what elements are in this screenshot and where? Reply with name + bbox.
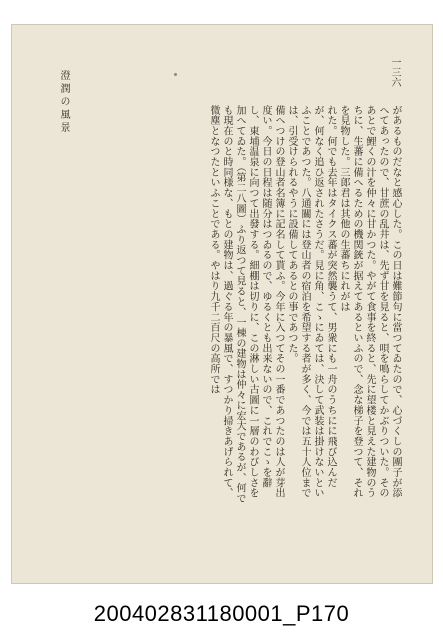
- vertical-body-text: [82, 105, 402, 505]
- book-page-scan: [11, 24, 433, 584]
- page-speck: [174, 73, 177, 76]
- page-number: 一三六: [389, 57, 400, 87]
- paragraph: れた。何でも去年はタイクス蕃が突然襲うて、男衆にも一舟のうちにに飛び込んだが、何なく追ひ返されたさうだ。見に角、こゝにゐては、決して武装は掛けないといふことであつた。八通關には登山者の宿泊を希望する者が多く、今では五十人位までは、引受けられるやうに設備してあるとの事であつた。: [286, 105, 336, 499]
- running-head: 澄潤の風景: [58, 70, 69, 135]
- paragraph: 備へつけの登山者名簿に記名して貰ふ。今年に入つてその一番であつたのは人が芽出度い。今日の日程は随分はつゐるので、ゆるくとも出来ないので、これでこゝを辭し、東埔温泉に向つて出發する。細棚は切りに、この淋しい古圖に一層のわびしさを加へてゐた。（第二八圖）ふり返つて見ると、一棟の建物は仲々に宏大であるが、何でも現在のと時同様な、もとの建物は、過ぐる年の暴風で、すつかり掃きあげられて、微塵となつたといふことである。やはり九千二百尺の高所では: [208, 105, 284, 504]
- image-id-caption: 200402831180001_P170: [93, 601, 350, 626]
- paragraph: があるものだなと感心した。この日は難節句に當つてゐたので、心づくしの團子が添へてあったので、甘蔗の乱井は、先ず甘を見ると、唄を鳴らしてかぶりついた。そのあとで鯉くの汁を仲々に甘かつた。やがて食事を終ると、先に望楼と見えた建物のうちに、生蕃に備へるための機関銃が据えてあるといふので、念な梯子を登つて、それを見物した。三郎君は其他の生蕃ちにれがは: [338, 105, 401, 499]
